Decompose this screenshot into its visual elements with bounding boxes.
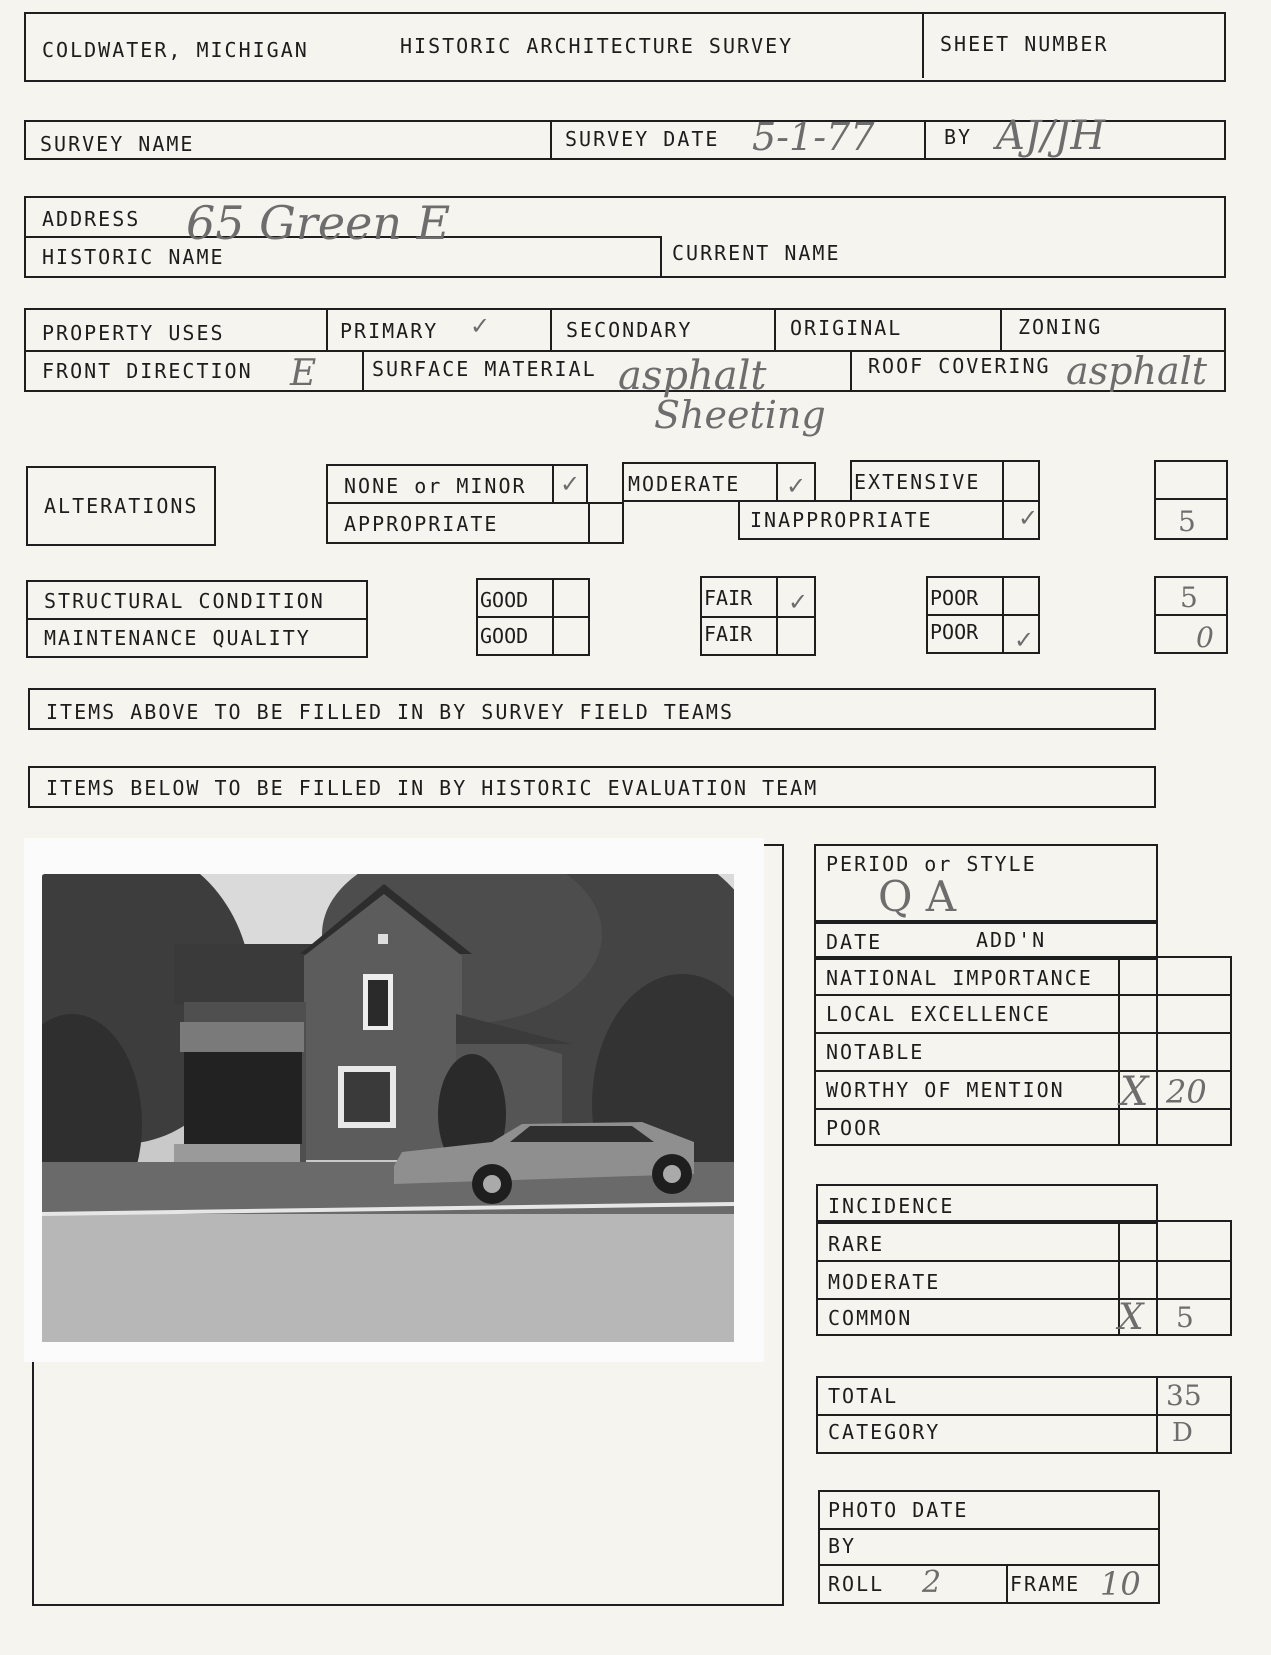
alt-inappropriate-check: ✓: [1018, 504, 1039, 532]
alt-appropriate-cell: [588, 502, 590, 544]
fair-cell: [776, 576, 778, 656]
current-name-divider: [660, 236, 662, 276]
total-value: 35: [1166, 1379, 1202, 1412]
surface-material-value-1: asphalt: [618, 353, 767, 399]
importance-row-2: [814, 1032, 1232, 1034]
alt-none-minor-label: NONE or MINOR: [344, 474, 527, 498]
survey-title: HISTORIC ARCHITECTURE SURVEY: [400, 34, 794, 58]
direction-divider-1: [362, 350, 364, 390]
moderate-inc-label: MODERATE: [828, 1270, 941, 1294]
total-row-divider: [816, 1414, 1232, 1416]
surface-material-label: SURFACE MATERIAL: [372, 357, 597, 381]
date-label: DATE: [826, 930, 883, 954]
notable-label: NOTABLE: [826, 1040, 925, 1064]
primary-label: PRIMARY: [340, 319, 439, 343]
alt-score: 5: [1178, 505, 1196, 538]
period-value: Q A: [878, 872, 957, 921]
uses-divider-2: [550, 308, 552, 350]
category-label: CATEGORY: [828, 1420, 941, 1444]
alt-inappropriate-cell: [1002, 500, 1004, 540]
alt-extensive-cell: [1002, 460, 1004, 502]
roof-covering-value: asphalt: [1066, 349, 1208, 393]
worthy-score: 20: [1166, 1073, 1207, 1111]
frame-value: 10: [1100, 1565, 1141, 1603]
importance-col-1: [1118, 956, 1120, 1146]
roof-covering-label: ROOF COVERING: [868, 354, 1051, 378]
photo-info-row-1: [818, 1528, 1160, 1530]
common-mark: X: [1118, 1297, 1144, 1338]
zoning-label: ZONING: [1018, 315, 1103, 339]
poor-maintenance: POOR: [930, 620, 979, 644]
maintenance-quality-label: MAINTENANCE QUALITY: [44, 626, 311, 650]
uses-divider-3: [774, 308, 776, 350]
current-name-label: CURRENT NAME: [672, 241, 841, 265]
local-excellence-label: LOCAL EXCELLENCE: [826, 1002, 1051, 1026]
alt-none-minor-cell: [552, 464, 554, 504]
house-photo-image: [42, 874, 734, 1342]
fair-divider: [700, 616, 816, 618]
rare-label: RARE: [828, 1232, 885, 1256]
roll-label: ROLL: [828, 1572, 885, 1596]
incidence-row-2: [816, 1298, 1232, 1300]
poor-maintenance-check: ✓: [1014, 626, 1035, 654]
uses-divider-1: [326, 308, 328, 350]
survey-by-value: AJ/JH: [996, 113, 1106, 159]
city-label: COLDWATER, MICHIGAN: [42, 38, 309, 62]
category-value: D: [1172, 1418, 1193, 1448]
poor-cell: [1002, 576, 1004, 654]
importance-row-3: [814, 1070, 1232, 1072]
importance-col-2: [1156, 956, 1158, 1146]
good-structural: GOOD: [480, 588, 529, 612]
survey-name-label: SURVEY NAME: [40, 132, 195, 156]
good-divider: [476, 616, 590, 618]
note-below: ITEMS BELOW TO BE FILLED IN BY HISTORIC EVALUATION TEAM: [46, 776, 819, 800]
common-label: COMMON: [828, 1306, 913, 1330]
survey-divider-2: [924, 120, 926, 160]
roll-frame-divider: [1006, 1564, 1008, 1604]
frame-label: FRAME: [1010, 1572, 1081, 1596]
total-col: [1156, 1376, 1158, 1454]
alt-score-divider: [1154, 498, 1228, 500]
sheet-number-label: SHEET NUMBER: [940, 32, 1109, 56]
roll-value: 2: [922, 1565, 942, 1600]
addn-label: ADD'N: [976, 928, 1047, 952]
property-uses-label: PROPERTY USES: [42, 321, 225, 345]
alt-moderate-check: ✓: [786, 472, 807, 500]
fair-structural-check: ✓: [788, 588, 809, 616]
front-direction-value: E: [290, 353, 317, 394]
address-label: ADDRESS: [42, 207, 141, 231]
direction-divider-2: [850, 350, 852, 390]
alt-moderate-label: MODERATE: [628, 472, 741, 496]
worthy-mark: X: [1120, 1069, 1149, 1115]
incidence-col-2: [1156, 1220, 1158, 1336]
alt-moderate-cell: [776, 462, 778, 502]
photo-by-label: BY: [828, 1534, 857, 1558]
survey-date-label: SURVEY DATE: [565, 127, 720, 151]
good-maintenance: GOOD: [480, 624, 529, 648]
condition-label-divider: [26, 618, 368, 620]
structural-condition-label: STRUCTURAL CONDITION: [44, 589, 325, 613]
photo-date-label: PHOTO DATE: [828, 1498, 969, 1522]
historic-name-label: HISTORIC NAME: [42, 245, 225, 269]
alt-appropriate-label: APPROPRIATE: [344, 512, 499, 536]
note-above: ITEMS ABOVE TO BE FILLED IN BY SURVEY FIELD TEAMS: [46, 700, 735, 724]
period-label: PERIOD or STYLE: [826, 852, 1037, 876]
front-direction-label: FRONT DIRECTION: [42, 359, 253, 383]
total-label: TOTAL: [828, 1384, 899, 1408]
maintenance-score: 0: [1196, 621, 1214, 654]
incidence-row-1: [816, 1260, 1232, 1262]
worthy-label: WORTHY OF MENTION: [826, 1078, 1065, 1102]
national-importance-label: NATIONAL IMPORTANCE: [826, 966, 1093, 990]
poor-eval-label: POOR: [826, 1116, 883, 1140]
importance-row-1: [814, 994, 1232, 996]
secondary-label: SECONDARY: [566, 318, 693, 342]
header-divider: [922, 12, 924, 78]
poor-divider: [926, 614, 1040, 616]
survey-by-label: BY: [944, 125, 973, 149]
address-value: 65 Green E: [186, 196, 451, 250]
original-label: ORIGINAL: [790, 316, 903, 340]
good-cell: [552, 578, 554, 656]
alt-none-minor-check: ✓: [560, 470, 581, 498]
alt-extensive-label: EXTENSIVE: [854, 470, 981, 494]
structural-score: 5: [1180, 581, 1198, 614]
house-photo: [42, 874, 734, 1342]
uses-divider-4: [1000, 308, 1002, 350]
survey-date-value: 5-1-77: [752, 115, 875, 159]
incidence-label: INCIDENCE: [828, 1194, 955, 1218]
property-divider: [24, 350, 1226, 352]
primary-check: ✓: [470, 312, 491, 340]
poor-structural: POOR: [930, 586, 979, 610]
alterations-label: ALTERATIONS: [44, 494, 199, 518]
condition-score-divider: [1154, 614, 1228, 616]
fair-maintenance: FAIR: [704, 622, 753, 646]
survey-divider-1: [550, 120, 552, 160]
surface-material-value-2: Sheeting: [654, 393, 826, 437]
common-score: 5: [1176, 1301, 1194, 1334]
alt-inappropriate-label: INAPPROPRIATE: [750, 508, 933, 532]
fair-structural: FAIR: [704, 586, 753, 610]
